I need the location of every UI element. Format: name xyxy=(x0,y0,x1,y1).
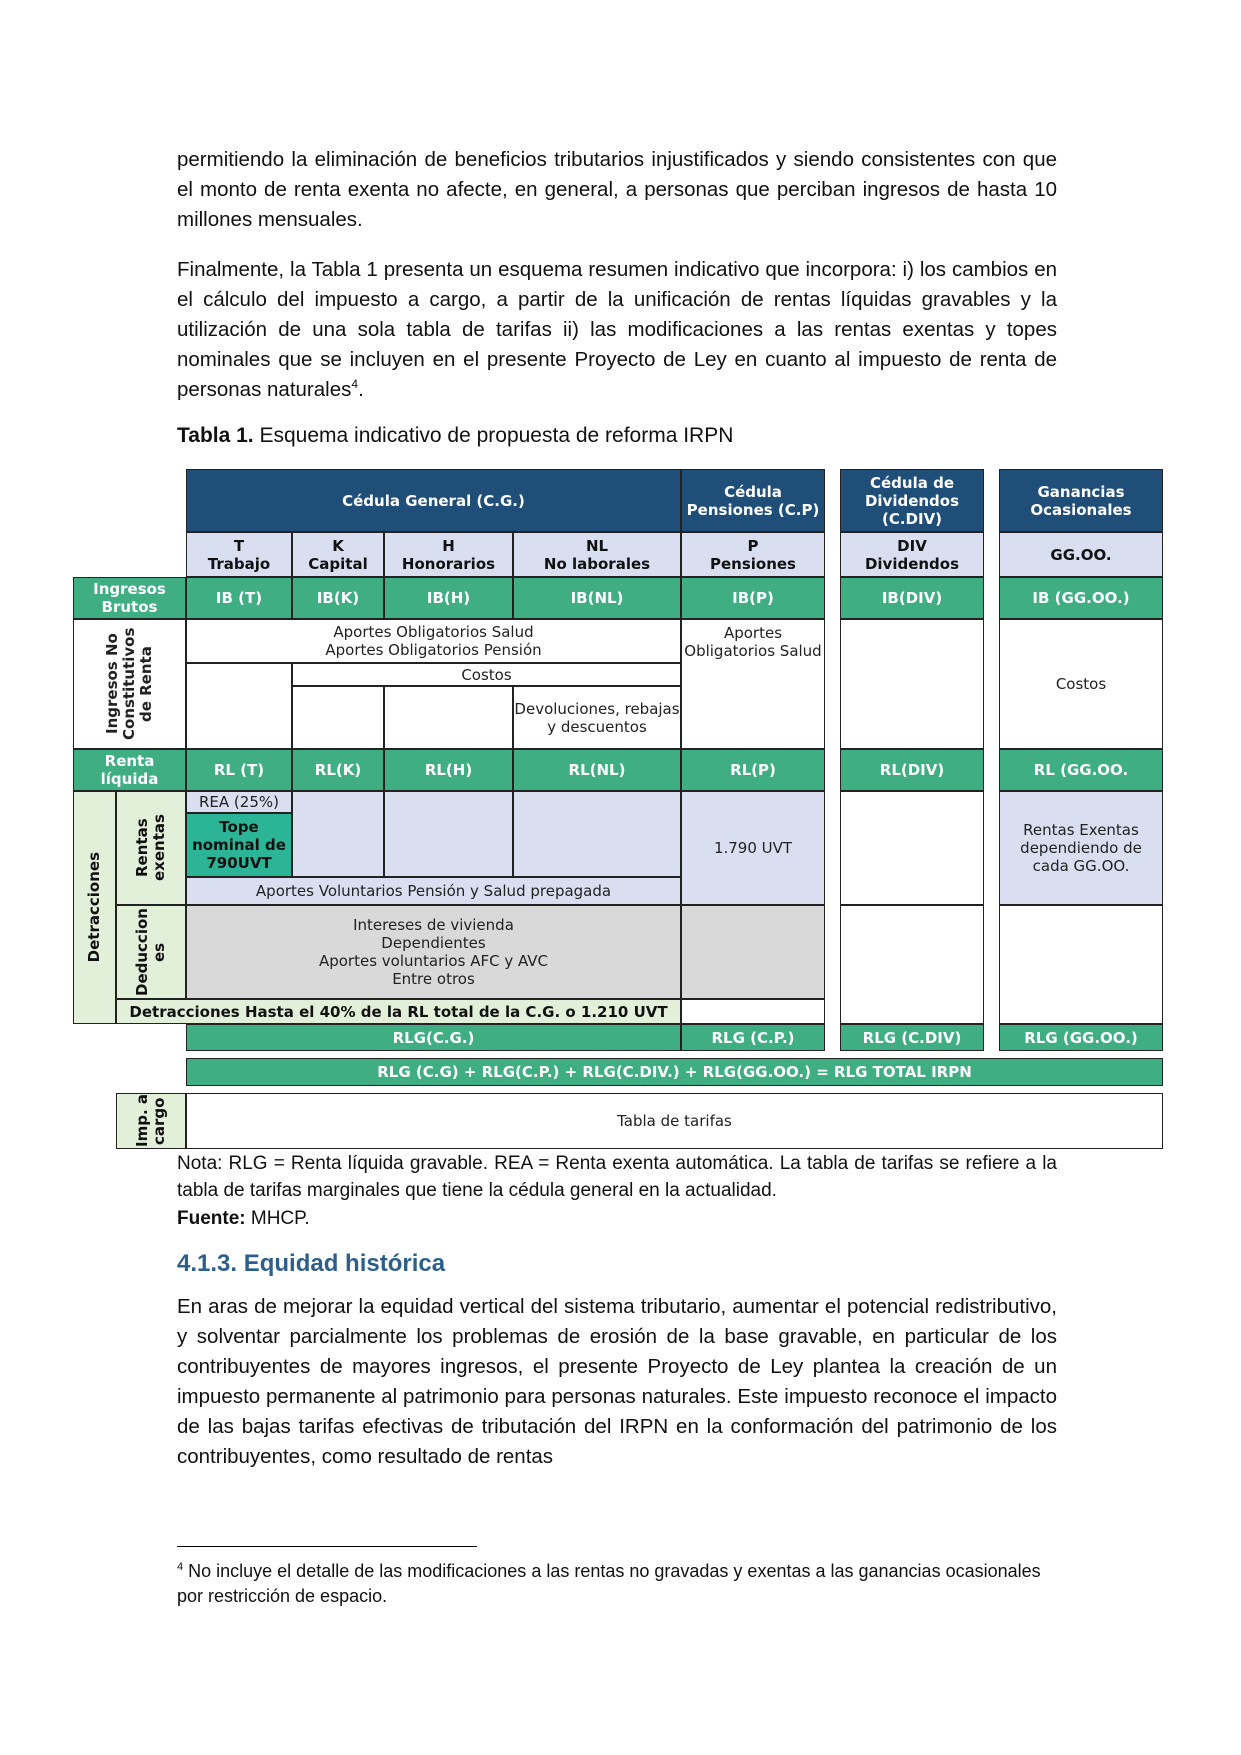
header-cedula-general: Cédula General (C.G.) xyxy=(186,469,681,532)
incr-t-empty xyxy=(186,663,292,749)
header-ganancias-ocasionales: Ganancias Ocasionales xyxy=(999,469,1163,532)
re-nl-empty xyxy=(513,791,681,877)
subheader-no-laborales: NL No laborales xyxy=(513,532,681,577)
row-label-deducciones: Deduccion es xyxy=(116,905,186,999)
table-source: Fuente: MHCP. xyxy=(177,1208,310,1229)
tope-nominal: Tope nominal de 790UVT xyxy=(186,813,292,877)
ib-div: IB(DIV) xyxy=(840,577,984,619)
deducciones-list: Intereses de vivienda Dependientes Aportes voluntarios AFC y AVC Entre otros xyxy=(186,905,681,999)
re-h-empty xyxy=(384,791,513,877)
re-gg-oo: Rentas Exentas dependiendo de cada GG.OO. xyxy=(999,791,1163,905)
rlg-gg-oo: RLG (GG.OO.) xyxy=(999,1024,1163,1051)
incr-devoluciones: Devoluciones, rebajas y descuentos xyxy=(513,686,681,749)
rl-nl: RL(NL) xyxy=(513,749,681,791)
rl-gg-oo: RL (GG.OO. xyxy=(999,749,1163,791)
rl-t: RL (T) xyxy=(186,749,292,791)
ded-p-empty xyxy=(681,905,825,999)
subheader-pensiones: P Pensiones xyxy=(681,532,825,577)
section-heading: 4.1.3. Equidad histórica xyxy=(177,1250,446,1277)
ib-k: IB(K) xyxy=(292,577,384,619)
paragraph-2-text: Finalmente, la Tabla 1 presenta un esquema resumen indicativo que incorpora: i) los cambios en el cálculo del impuesto a cargo, a partir de la unificación de rentas líquidas gravables y la utilización de una sola tabla de tarifas ii) las modificaciones a las rentas exentas y topes nominales que se incluyen en el presente Proyecto de Ley en cuanto al impuesto de renta de personas naturales xyxy=(177,258,1057,401)
footnote-ref[interactable]: 4 xyxy=(351,377,359,392)
header-cedula-dividendos: Cédula de Dividendos (C.DIV) xyxy=(840,469,984,532)
rlg-cp: RLG (C.P.) xyxy=(681,1024,825,1051)
rlg-cdiv: RLG (C.DIV) xyxy=(840,1024,984,1051)
rea-25: REA (25%) xyxy=(186,791,292,813)
subheader-gg-oo: GG.OO. xyxy=(999,532,1163,577)
rlg-total: RLG (C.G) + RLG(C.P.) + RLG(C.DIV.) + RLG(GG.OO.) = RLG TOTAL IRPN xyxy=(186,1058,1163,1086)
subheader-trabajo: T Trabajo xyxy=(186,532,292,577)
paragraph-3: En aras de mejorar la equidad vertical del sistema tributario, aumentar el potencial redistributivo, y solventar parcialmente los problemas de erosión de la base gravable, en particular de los contribuyentes de mayores ingresos, el presente Proyecto de Ley plantea la creación de un impuesto permanente al patrimonio para personas naturales. Este impuesto reconoce el impacto de las bajas tarifas efectivas de tributación del IRPN en la conformación del patrimonio de los contribuyentes, como resultado de rentas xyxy=(177,1295,1057,1468)
rl-k: RL(K) xyxy=(292,749,384,791)
paragraph-2-end: . xyxy=(358,378,364,401)
rlg-cg: RLG(C.G.) xyxy=(186,1024,681,1051)
row-label-imp-cargo: Imp. a cargo xyxy=(116,1093,186,1149)
footnote xyxy=(177,1555,1057,1609)
re-p-uvt: 1.790 UVT xyxy=(681,791,825,905)
tabla-tarifas: Tabla de tarifas xyxy=(186,1093,1163,1149)
footnote-text: No incluye el detalle de las modificaciones a las rentas no gravadas y exentas a las ganancias ocasionales por restricción de espacio. xyxy=(177,1561,1041,1606)
subheader-capital: K Capital xyxy=(292,532,384,577)
header-cedula-pensiones: Cédula Pensiones (C.P) xyxy=(681,469,825,532)
ib-gg-oo: IB (GG.OO.) xyxy=(999,577,1163,619)
row-label-renta-liquida: Renta líquida xyxy=(73,749,186,791)
aportes-voluntarios: Aportes Voluntarios Pensión y Salud prepagada xyxy=(186,877,681,905)
ib-p: IB(P) xyxy=(681,577,825,619)
table-note: Nota: RLG = Renta líquida gravable. REA = Renta exenta automática. La tabla de tarifas se refiere a la tabla de tarifas marginales que tiene la cédula general en la actualidad. xyxy=(177,1153,1057,1201)
ded-div-empty xyxy=(840,905,984,1024)
rl-h: RL(H) xyxy=(384,749,513,791)
limite-p-empty xyxy=(681,999,825,1024)
detracciones-limite: Detracciones Hasta el 40% de la RL total de la C.G. o 1.210 UVT xyxy=(116,999,681,1024)
incr-aportes-obligatorios: Aportes Obligatorios Salud Aportes Obligatorios Pensión xyxy=(186,619,681,663)
incr-gg-oo: Costos xyxy=(999,619,1163,749)
row-label-ingresos-brutos: Ingresos Brutos xyxy=(73,577,186,619)
paragraph-2 xyxy=(177,255,1057,405)
incr-h-empty xyxy=(384,686,513,749)
re-div-empty xyxy=(840,791,984,905)
subheader-honorarios: H Honorarios xyxy=(384,532,513,577)
footnote-divider xyxy=(177,1546,477,1547)
ded-gg-oo-empty xyxy=(999,905,1163,1024)
incr-k-empty xyxy=(292,686,384,749)
incr-p: Aportes Obligatorios Salud xyxy=(681,619,825,749)
ib-nl: IB(NL) xyxy=(513,577,681,619)
rl-p: RL(P) xyxy=(681,749,825,791)
rl-div: RL(DIV) xyxy=(840,749,984,791)
ib-t: IB (T) xyxy=(186,577,292,619)
caption-text: Esquema indicativo de propuesta de reforma IRPN xyxy=(253,424,734,447)
paragraph-1: permitiendo la eliminación de beneficios tributarios injustificados y siendo consistentes con que el monto de renta exenta no afecte, en general, a personas que perciban ingresos de hasta 10 millones mensuales. xyxy=(177,148,1057,231)
subheader-dividendos: DIV Dividendos xyxy=(840,532,984,577)
re-k-empty xyxy=(292,791,384,877)
ib-h: IB(H) xyxy=(384,577,513,619)
row-label-detracciones: Detracciones xyxy=(73,791,116,1024)
incr-div-empty xyxy=(840,619,984,749)
caption-label: Tabla 1. xyxy=(177,424,254,447)
row-label-incr: Ingresos No Constitutivos de Renta xyxy=(73,619,186,749)
incr-costos: Costos xyxy=(292,663,681,686)
footnote-number: 4 xyxy=(177,1561,184,1573)
table-caption xyxy=(177,422,733,450)
row-label-rentas-exentas: Rentas exentas xyxy=(116,791,186,905)
